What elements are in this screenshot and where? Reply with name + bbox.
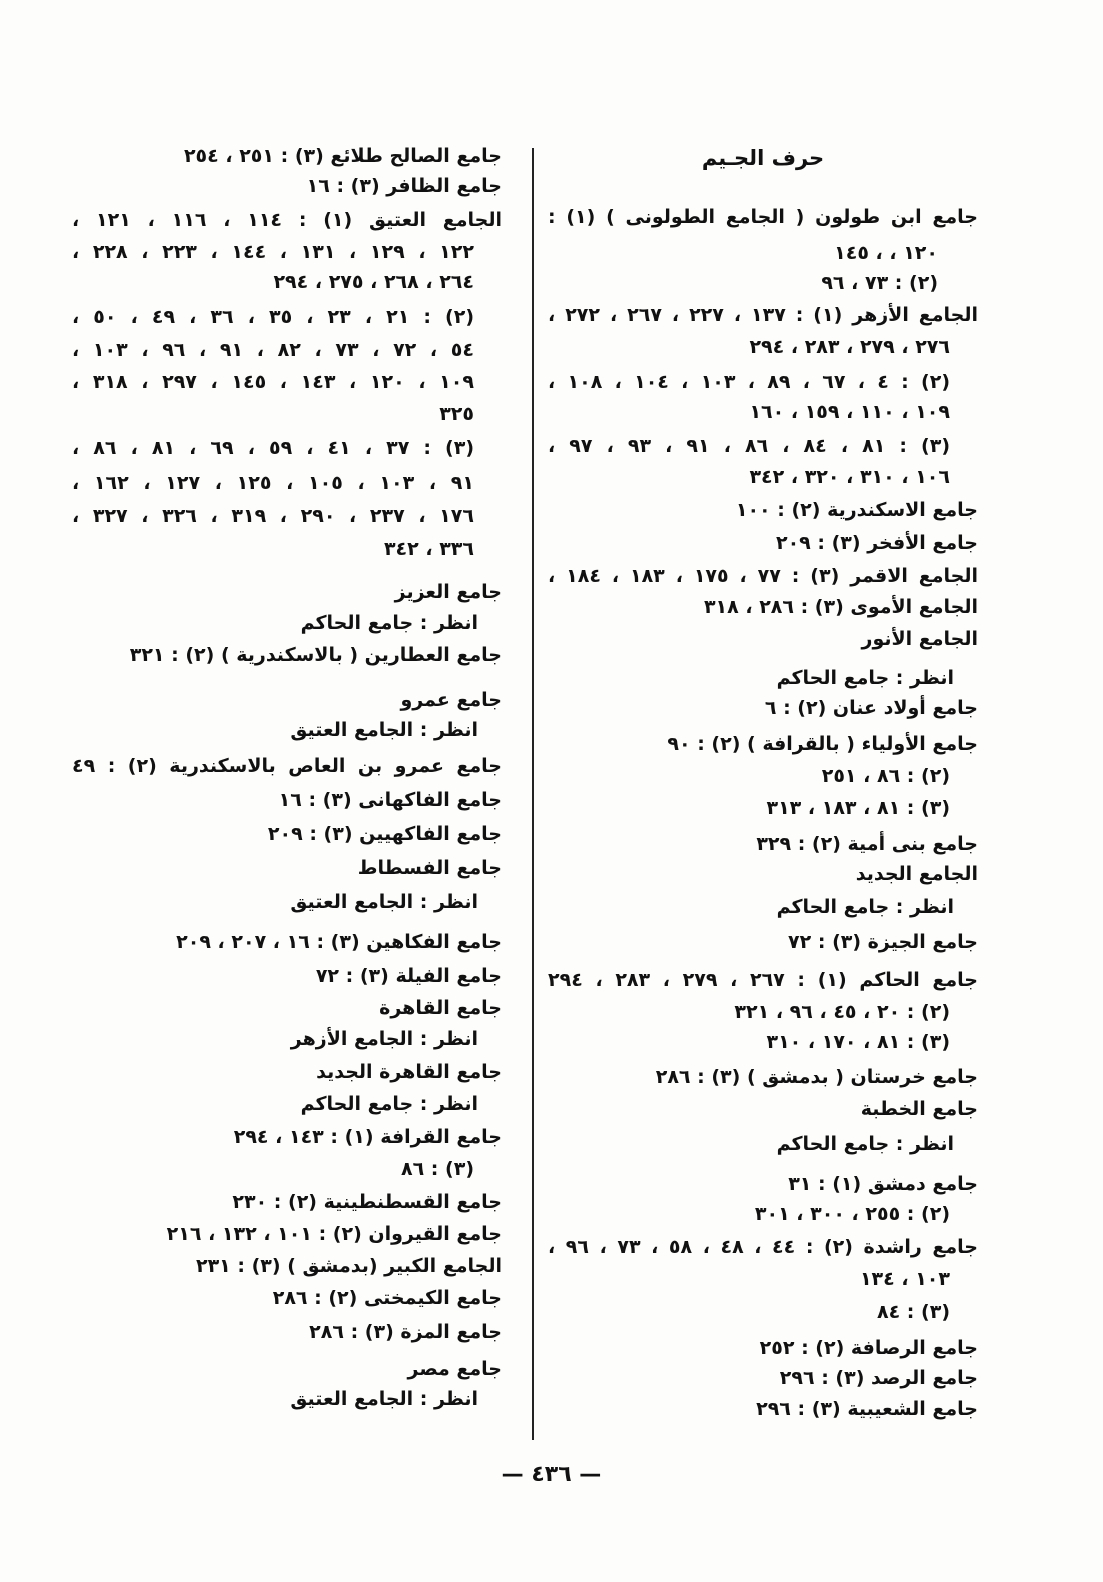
index-entry: جامع عمرو بن العاص بالاسكندرية (٢) : ٤٩: [72, 755, 502, 777]
index-entry: جامع الاسكندرية (٢) : ١٠٠: [735, 499, 978, 521]
index-entry: جامع الجيزة (٣) : ٧٢: [788, 931, 978, 953]
index-entry: جامع الحاكم (١) : ٢٦٧ ، ٢٧٩ ، ٢٨٣ ، ٢٩٤: [548, 969, 978, 991]
index-entry: الجامع الاقمر (٣) : ٧٧ ، ١٧٥ ، ١٨٣ ، ١٨٤ ،: [548, 565, 978, 587]
index-entry: الجامع العتيق (١) : ١١٤ ، ١١٦ ، ١٢١ ،: [72, 209, 503, 231]
index-subentry: (٢) : ٢٠ ، ٤٥ ، ٩٦ ، ٣٢١: [734, 1001, 950, 1023]
index-subentry: ١٠٩ ، ١١٠ ، ١٥٩ ، ١٦٠: [749, 401, 950, 423]
index-entry: جامع القرافة (١) : ١٤٣ ، ٢٩٤: [233, 1126, 502, 1148]
index-entry: جامع الفاكهانى (٣) : ١٦: [278, 789, 502, 811]
index-entry: جامع ابن طولون ( الجامع الطولونى ) (١) :: [548, 206, 978, 228]
index-subentry: ٢٧٦ ، ٢٧٩ ، ٢٨٣ ، ٢٩٤: [749, 336, 950, 358]
index-subentry: ٩١ ، ١٠٣ ، ١٠٥ ، ١٢٥ ، ١٢٧ ، ١٦٢ ،: [72, 472, 474, 494]
index-subentry: (٢) : ٢٥٥ ، ٣٠٠ ، ٣٠١: [754, 1203, 950, 1225]
index-subentry: ١٠٩ ، ١٢٠ ، ١٤٣ ، ١٤٥ ، ٢٩٧ ، ٣١٨ ،: [72, 371, 474, 393]
index-entry: جامع دمشق (١) : ٣١: [788, 1173, 978, 1195]
index-entry: جامع الشعيبية (٣) : ٢٩٦: [756, 1398, 978, 1420]
index-entry: الجامع الأزهر (١) : ١٣٧ ، ٢٢٧ ، ٢٦٧ ، ٢٧٢ ،: [548, 304, 979, 326]
index-entry: جامع الرصد (٣) : ٢٩٦: [779, 1367, 978, 1389]
index-subentry: (٢) : ٧٣ ، ٩٦: [821, 272, 938, 294]
index-entry: جامع القيروان (٢) : ١٠١ ، ١٣٢ ، ٢١٦: [166, 1223, 502, 1245]
index-subentry: انظر : جامع الحاكم: [776, 667, 954, 689]
index-subentry: ٣٢٥: [439, 403, 474, 425]
index-entry: جامع بنى أمية (٢) : ٣٢٩: [756, 833, 978, 855]
index-entry: الجامع الأنور: [861, 628, 978, 650]
index-entry: الجامع الجديد: [855, 863, 978, 885]
index-entry: جامع أولاد عنان (٢) : ٦: [764, 697, 978, 719]
index-subentry: (٢) : ٢١ ، ٢٣ ، ٣٥ ، ٣٦ ، ٤٩ ، ٥٠ ،: [72, 306, 475, 328]
index-subentry: ١٠٦ ، ٣١٠ ، ٣٢٠ ، ٣٤٢: [749, 466, 950, 488]
index-subentry: انظر : جامع الحاكم: [776, 1133, 954, 1155]
index-subentry: انظر : جامع الحاكم: [776, 896, 954, 918]
page-number: — ٤٣٦ —: [501, 1462, 602, 1487]
index-entry: جامع المزة (٣) : ٢٨٦: [309, 1321, 502, 1343]
index-subentry: ١٠٣ ، ١٣٤: [859, 1268, 950, 1290]
index-entry: جامع الأولياء ( بالقرافة ) (٢) : ٩٠: [667, 733, 978, 755]
index-entry: الجامع الأموى (٣) : ٢٨٦ ، ٣١٨: [703, 596, 978, 618]
index-entry: جامع العزيز: [394, 581, 502, 603]
index-subentry: انظر : الجامع الأزهر: [290, 1028, 478, 1050]
column-divider: [532, 148, 534, 1440]
index-entry: جامع الكيمختى (٢) : ٢٨٦: [272, 1287, 502, 1309]
index-subentry: ٥٤ ، ٧٢ ، ٧٣ ، ٨٢ ، ٩١ ، ٩٦ ، ١٠٣ ،: [72, 339, 474, 361]
index-subentry: (٣) : ٨١ ، ١٧٠ ، ٣١٠: [766, 1031, 950, 1053]
index-entry: جامع راشدة (٢) : ٤٤ ، ٤٨ ، ٥٨ ، ٧٣ ، ٩٦ ،: [548, 1236, 978, 1258]
index-entry: جامع خرستان ( بدمشق ) (٣) : ٢٨٦: [655, 1066, 978, 1088]
index-subentry: (٣) : ٨١ ، ٨٤ ، ٨٦ ، ٩١ ، ٩٣ ، ٩٧ ،: [548, 435, 951, 457]
index-subentry: ١٢٢ ، ١٢٩ ، ١٣١ ، ١٤٤ ، ٢٢٣ ، ٢٢٨ ،: [72, 241, 474, 263]
index-entry: جامع القاهرة: [379, 997, 502, 1019]
index-entry: جامع عمرو: [400, 689, 502, 711]
index-entry: جامع العطارين ( بالاسكندرية ) (٢) : ٣٢١: [129, 644, 502, 666]
index-entry: جامع الخطبة: [860, 1098, 978, 1120]
index-subentry: ٢٦٤ ، ٢٦٨ ، ٢٧٥ ، ٢٩٤: [273, 271, 474, 293]
index-entry: جامع الأفخر (٣) : ٢٠٩: [775, 532, 978, 554]
index-subentry: انظر : الجامع العتيق: [290, 1388, 478, 1410]
index-entry: جامع القسطنطينية (٢) : ٢٣٠: [232, 1191, 502, 1213]
index-subentry: (٣) : ٣٧ ، ٤١ ، ٥٩ ، ٦٩ ، ٨١ ، ٨٦ ،: [72, 437, 475, 459]
index-entry: جامع الفكاهين (٣) : ١٦ ، ٢٠٧ ، ٢٠٩: [176, 931, 502, 953]
index-entry: جامع الظافر (٣) : ١٦: [306, 175, 502, 197]
index-entry: جامع الرصافة (٢) : ٢٥٢: [759, 1337, 978, 1359]
index-entry: جامع الفاكهيين (٣) : ٢٠٩: [267, 823, 502, 845]
index-subentry: (٣) : ٨٦: [400, 1158, 474, 1180]
index-subentry: (٣) : ٨١ ، ١٨٣ ، ٣١٣: [766, 797, 950, 819]
section-heading: حرف الجـيم: [701, 146, 825, 170]
index-subentry: انظر : جامع الحاكم: [300, 1093, 478, 1115]
index-entry: جامع القاهرة الجديد: [316, 1061, 502, 1083]
index-subentry: انظر : جامع الحاكم: [300, 612, 478, 634]
index-entry: جامع مصر: [407, 1358, 502, 1380]
index-subentry: (٣) : ٨٤: [876, 1301, 950, 1323]
index-subentry: ٣٣٦ ، ٣٤٢: [383, 538, 474, 560]
index-subentry: (٢) : ٨٦ ، ٢٥١: [821, 765, 950, 787]
index-entry: الجامع الكبير (بدمشق ) (٣) : ٢٣١: [195, 1255, 502, 1277]
index-entry: جامع الصالح طلائع (٣) : ٢٥١ ، ٢٥٤: [183, 145, 502, 167]
index-subentry: انظر : الجامع العتيق: [290, 891, 478, 913]
index-subentry: انظر : الجامع العتيق: [290, 719, 478, 741]
index-entry: جامع الفيلة (٣) : ٧٢: [315, 965, 502, 987]
index-entry: جامع الفسطاط: [357, 857, 502, 879]
index-subentry: ١٧٦ ، ٢٣٧ ، ٢٩٠ ، ٣١٩ ، ٣٢٦ ، ٣٢٧ ،: [72, 505, 474, 527]
index-subentry: (٢) : ٤ ، ٦٧ ، ٨٩ ، ١٠٣ ، ١٠٤ ، ١٠٨ ،: [548, 371, 951, 393]
index-subentry: ١٢٠ ، ، ١٤٥: [834, 242, 938, 264]
